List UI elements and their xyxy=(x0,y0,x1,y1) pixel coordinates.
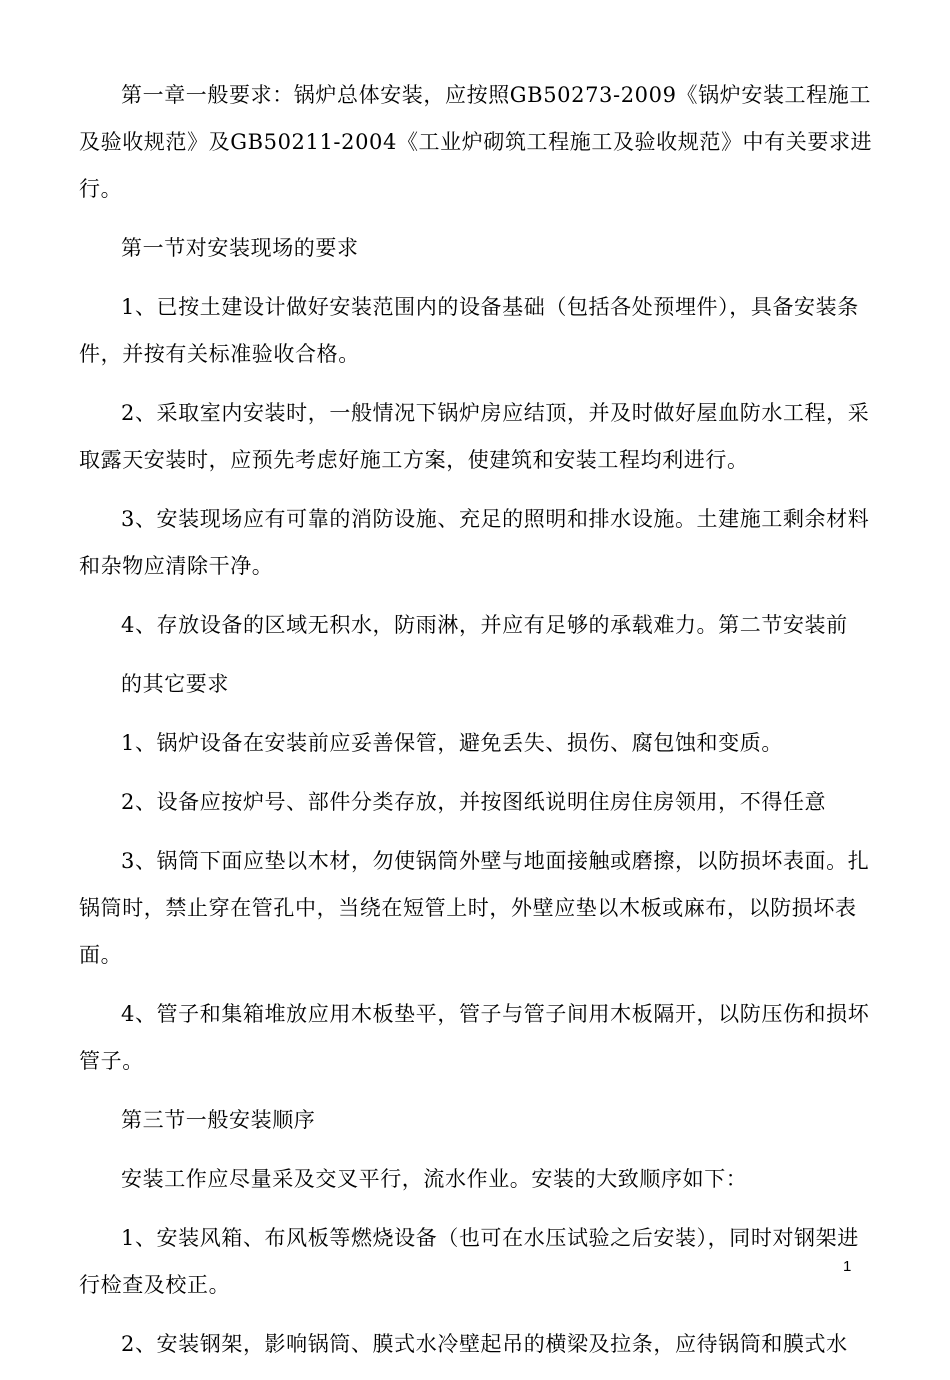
section-heading-1: 第一节对安装现场的要求 xyxy=(121,236,359,260)
pre-install-requirement-3: 3、锅筒下面应垫以木材，勿使锅筒外壁与地面接触或磨擦，以防损坏表面。扎锅筒时，禁止穿在管孔中，当绕在短管上时，外壁应垫以木板或麻布，以防损坏表面。 xyxy=(79,849,870,967)
pre-install-requirement-2: 2、设备应按炉号、部件分类存放，并按图纸说明住房住房领用，不得任意 xyxy=(121,790,827,814)
install-sequence-intro: 安装工作应尽量采及交叉平行，流水作业。安装的大致顺序如下： xyxy=(121,1167,748,1191)
pre-install-requirement-4: 4、管子和集箱堆放应用木板垫平，管子与管子间用木板隔开，以防压伤和损坏管子。 xyxy=(79,1002,870,1073)
section-heading-2-continued: 的其它要求 xyxy=(121,672,229,696)
document-body xyxy=(79,72,879,1380)
chapter-heading-paragraph: 第一章一般要求：锅炉总体安装，应按照GB50273-2009《锅炉安装工程施工及验收规范》及GB50211-2004《工业炉砌筑工程施工及验收规范》中有关要求进行。 xyxy=(79,83,873,201)
site-requirement-1: 1、已按土建设计做好安装范围内的设备基础（包括各处预埋件），具备安装条件，并按有关标准验收合格。 xyxy=(79,295,859,366)
pre-install-requirement-1: 1、锅炉设备在安装前应妥善保管，避免丢失、损伤、腐包蚀和变质。 xyxy=(121,731,783,755)
site-requirement-4: 4、存放设备的区域无积水，防雨淋，并应有足够的承载难力。第二节安装前 xyxy=(121,613,848,637)
page-number: 1 xyxy=(843,1258,852,1275)
install-sequence-step-2: 2、安装钢架，影响锅筒、膜式水冷壁起吊的横梁及拉条，应待锅筒和膜式水 xyxy=(121,1332,848,1356)
site-requirement-3: 3、安装现场应有可靠的消防设施、充足的照明和排水设施。土建施工剩余材料和杂物应清除干净。 xyxy=(79,507,870,578)
site-requirement-2: 2、采取室内安装时，一般情况下锅炉房应结顶，并及时做好屋血防水工程，采取露天安装时，应预先考虑好施工方案，使建筑和安装工程均利进行。 xyxy=(79,401,870,472)
install-sequence-step-1: 1、安装风箱、布风板等燃烧设备（也可在水压试验之后安装），同时对钢架进行检查及校正。 xyxy=(79,1226,859,1297)
section-heading-3: 第三节一般安装顺序 xyxy=(121,1108,316,1132)
